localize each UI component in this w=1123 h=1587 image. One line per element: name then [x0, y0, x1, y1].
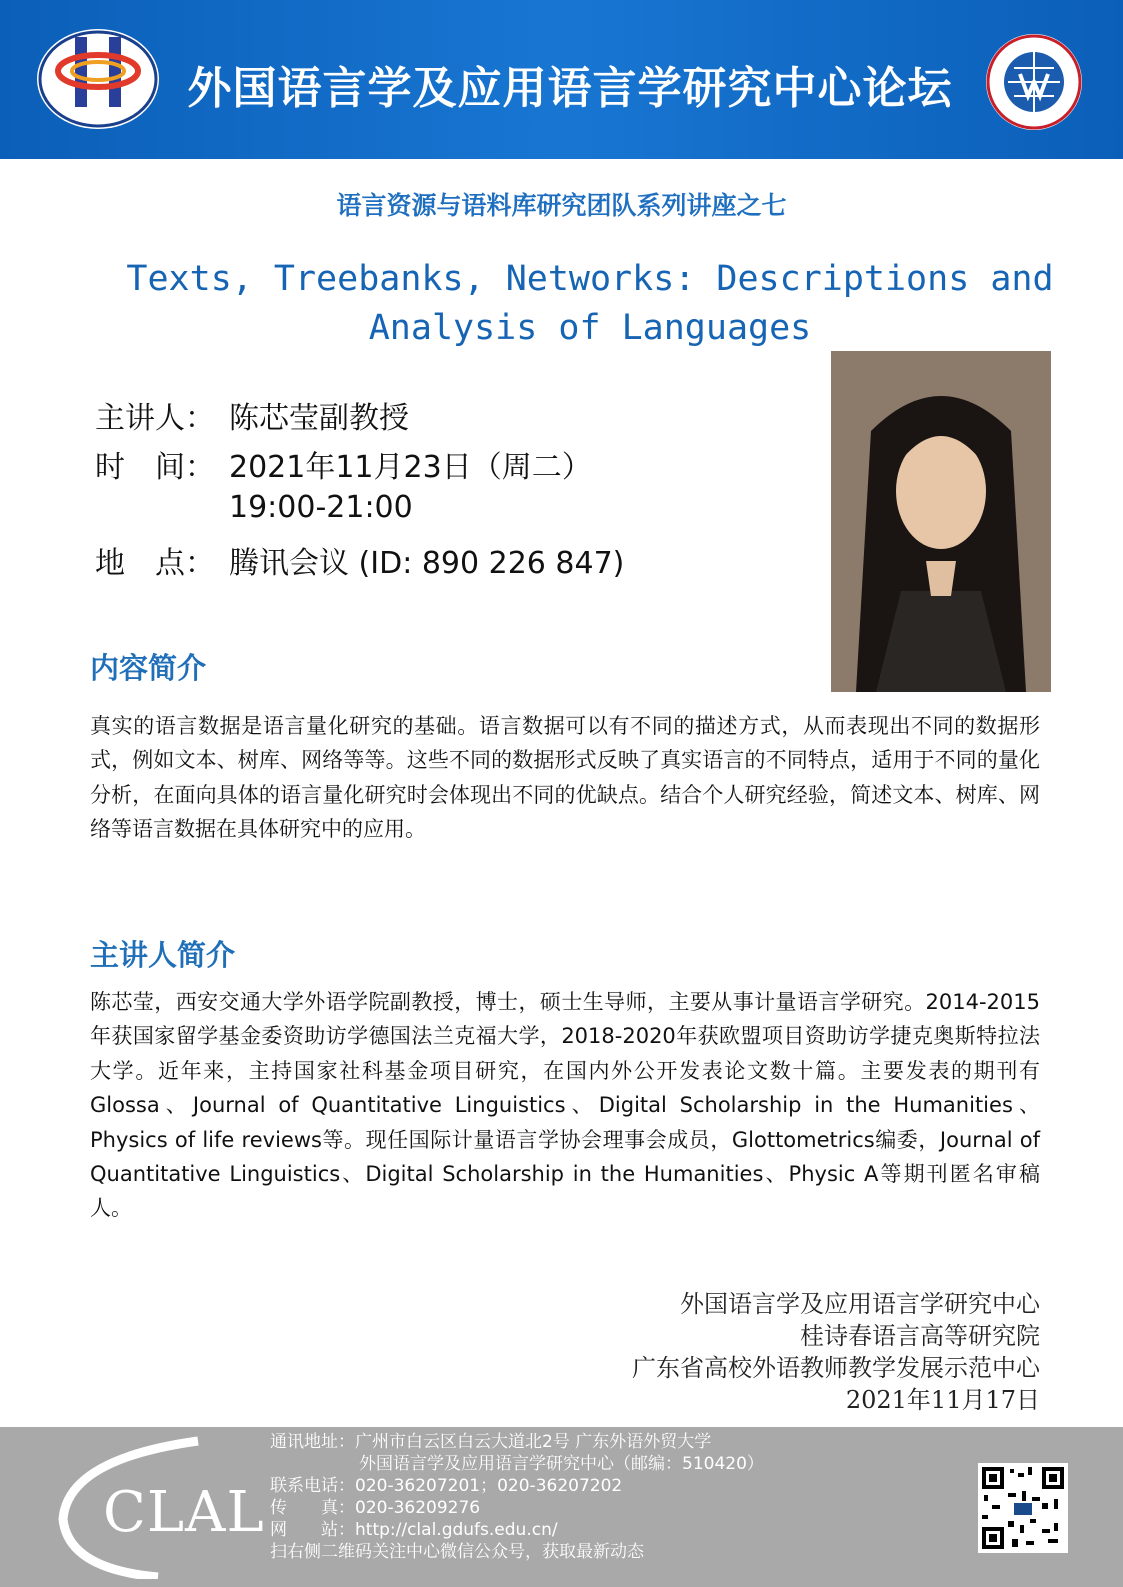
clal-logo-text: CLAL — [103, 1480, 265, 1545]
header-banner — [0, 0, 1123, 159]
key-research-institute-logo — [37, 29, 159, 129]
footer-address: 通讯地址：广州市白云区白云大道北2号 广东外语外贸大学 — [270, 1432, 712, 1452]
lecture-hours: 19:00-21:00 — [229, 490, 413, 525]
meeting-place: 腾讯会议 (ID: 890 226 847) — [229, 546, 625, 581]
gdufs-logo — [986, 34, 1082, 130]
speaker-bio-body: 陈芯莹，西安交通大学外语学院副教授，博士，硕士生导师，主要从事计量语言学研究。2014-2015年获国家留学基金委资助访学德国法兰克福大学，2018-2020年获欧盟项目资助访学捷克奥斯特拉法大学。近年来，主持国家社科基金项目研究，在国内外公开发表论文数十篇。主要发表的期刊有Glossa、Journal of Quantitative Linguistics、Digital Scholarship in the Humanities、Physics of life reviews等。现任国际计量语言学协会理事会成员，Glottometrics编委，Journal of Quantitative Linguistics、Digital Scholarship in the Humanities、Physic A等期刊匿名审稿人。 — [90, 990, 1040, 1221]
time-label: 时 间： — [95, 450, 215, 485]
speaker-name: 陈芯莹副教授 — [229, 401, 409, 436]
footer-qr-note: 扫右侧二维码关注中心微信公众号，获取最新动态 — [270, 1542, 644, 1562]
footer-website[interactable]: 网 站：http://clal.gdufs.edu.cn/ — [270, 1520, 558, 1540]
organizer-3: 广东省高校外语教师教学发展示范中心 — [632, 1354, 1040, 1382]
footer-address-2: 外国语言学及应用语言学研究中心（邮编：510420） — [359, 1454, 764, 1474]
lecture-title-line2: Analysis of Languages — [368, 308, 812, 348]
speaker-row — [95, 393, 409, 437]
lecture-title-line1: Texts, Treebanks, Networks: Descriptions and — [126, 259, 1054, 299]
place-row — [95, 538, 624, 582]
header-title: 外国语言学及应用语言学研究中心论坛 — [187, 63, 953, 114]
time-row — [95, 442, 592, 486]
footer-fax: 传 真：020-36209276 — [270, 1498, 481, 1518]
series-subtitle: 语言资源与语料库研究团队系列讲座之七 — [336, 191, 787, 220]
lecture-date: 2021年11月23日（周二） — [229, 450, 592, 485]
issue-date: 2021年11月17日 — [845, 1386, 1040, 1414]
footer-phone: 联系电话：020-36207201；020-36207202 — [270, 1476, 623, 1496]
content-body: 真实的语言数据是语言量化研究的基础。语言数据可以有不同的描述方式，从而表现出不同的数据形式，例如文本、树库、网络等等。这些不同的数据形式反映了真实语言的不同特点，适用于不同的量化分析，在面向具体的语言量化研究时会体现出不同的优缺点。结合个人研究经验，简述文本、树库、网络等语言数据在具体研究中的应用。 — [90, 714, 1040, 842]
wechat-qr-code — [978, 1463, 1068, 1553]
organizer-2: 桂诗春语言高等研究院 — [800, 1322, 1040, 1350]
organizer-1: 外国语言学及应用语言学研究中心 — [680, 1290, 1040, 1318]
footer — [0, 1427, 1123, 1587]
speaker-photo — [831, 351, 1051, 692]
speaker-label: 主讲人： — [95, 401, 215, 436]
place-label: 地 点： — [95, 546, 215, 581]
content-heading: 内容简介 — [90, 651, 207, 685]
lecture-title — [120, 255, 1060, 353]
speaker-bio-heading: 主讲人简介 — [90, 938, 236, 972]
